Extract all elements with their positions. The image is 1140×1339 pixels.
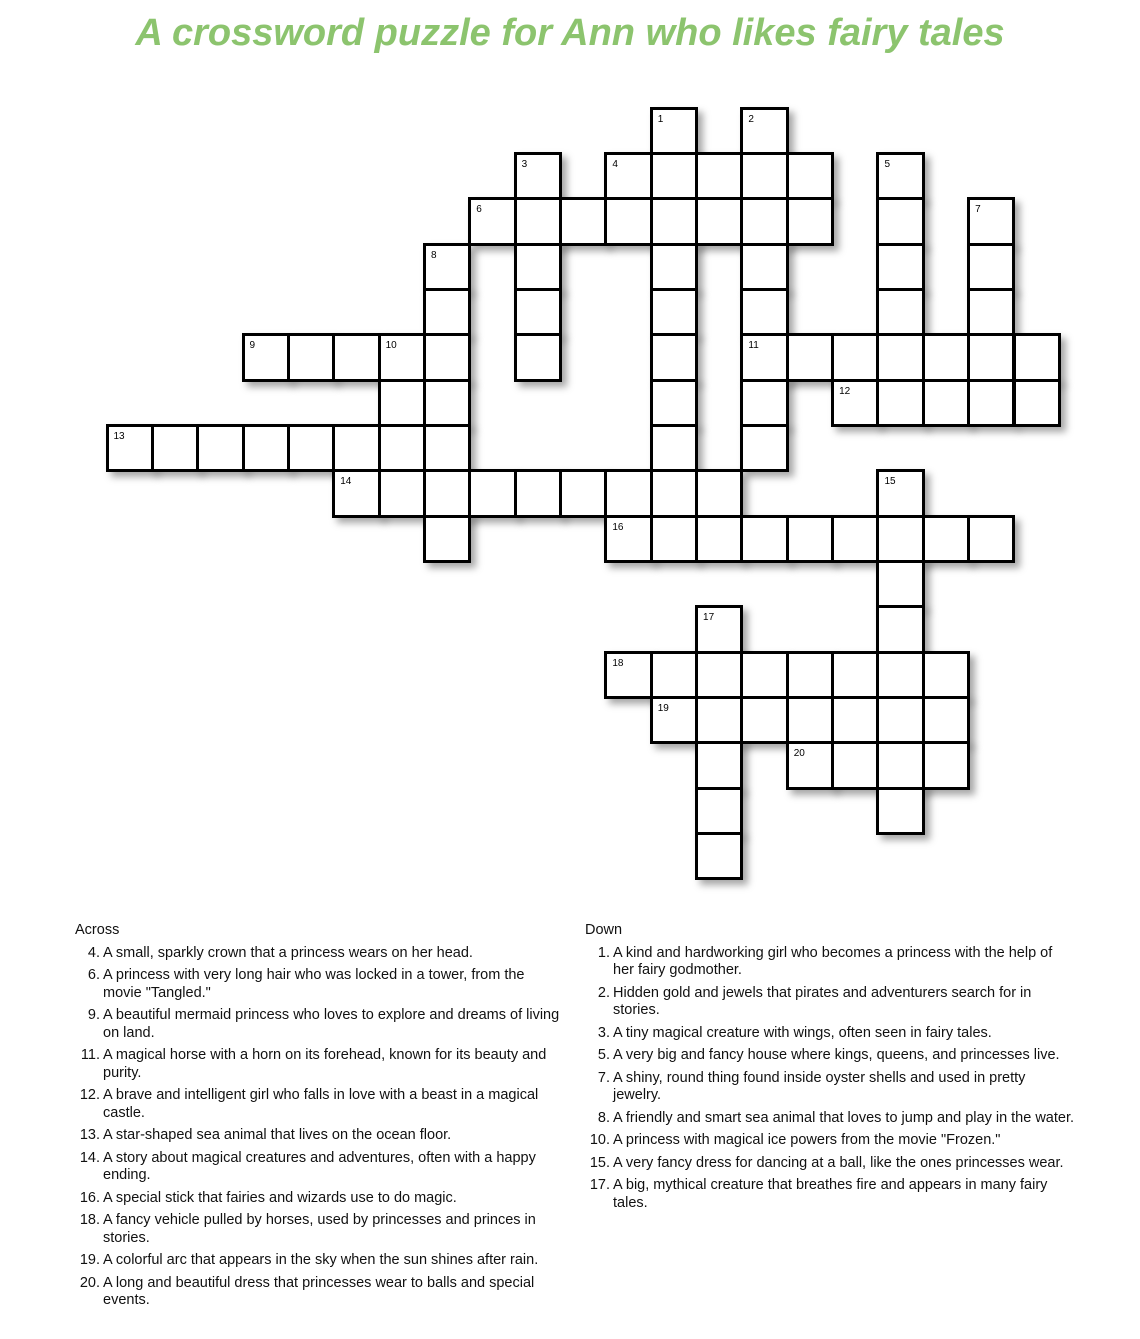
cell-number: 17 [703,612,715,624]
crossword-cell[interactable] [740,197,788,245]
crossword-cell[interactable] [695,741,743,789]
crossword-cell[interactable] [559,197,607,245]
crossword-cell[interactable] [922,379,970,427]
crossword-cell[interactable] [876,560,924,608]
clue-text: A long and beautiful dress that princesses wear to balls and special events. [103,1274,535,1308]
clue-item [75,1087,560,1122]
cell-number: 14 [340,476,352,488]
cell-number: 16 [612,521,624,533]
across-heading: Across [75,922,120,938]
clue-item [75,1127,560,1145]
clue-number: 9. [87,1007,100,1023]
crossword-cell[interactable] [332,424,380,472]
clue-text: A story about magical creatures and adventures, often with a happy ending. [103,1149,536,1183]
clue-item [75,1007,560,1042]
clue-item [585,945,1075,980]
crossword-cell[interactable] [695,152,743,200]
clue-number: 15. [589,1154,610,1171]
crossword-cell[interactable] [650,288,698,336]
crossword-cell[interactable] [604,469,652,517]
cell-number: 10 [385,340,397,352]
crossword-cell[interactable] [831,515,879,563]
crossword-cell[interactable] [650,333,698,381]
crossword-cell[interactable] [650,424,698,472]
crossword-cell[interactable] [196,424,244,472]
crossword-cell[interactable] [242,333,290,381]
crossword-cell[interactable] [378,424,426,472]
crossword-cell[interactable] [650,243,698,291]
crossword-cell[interactable] [967,379,1015,427]
cell-number: 9 [249,340,256,352]
crossword-cell[interactable] [786,651,834,699]
crossword-cell[interactable] [695,605,743,653]
page-title: A crossword puzzle for Ann who likes fairy tales [135,12,1005,54]
crossword-cell[interactable] [106,424,154,472]
crossword-cell[interactable] [967,243,1015,291]
clue-item [75,967,560,1002]
crossword-cell[interactable] [831,741,879,789]
crossword-cell[interactable] [423,288,471,336]
crossword-cell[interactable] [1013,379,1061,427]
crossword-cell[interactable] [876,605,924,653]
crossword-cell[interactable] [695,515,743,563]
cell-number: 6 [476,204,482,216]
crossword-cell[interactable] [740,651,788,699]
crossword-cell[interactable] [786,696,834,744]
cell-number: 15 [884,476,896,488]
clue-number: 8. [597,1109,610,1126]
crossword-cell[interactable] [740,107,788,155]
clue-item [585,1110,1075,1128]
clue-text: A shiny, round thing found inside oyster shells and used in pretty jewelry. [613,1069,1026,1103]
clue-number: 18. [79,1212,100,1228]
crossword-cell[interactable] [695,469,743,517]
crossword-cell[interactable] [287,424,335,472]
crossword-cell[interactable] [876,152,924,200]
crossword-cell[interactable] [740,333,788,381]
clue-text: A brave and intelligent girl who falls in love with a beast in a magical castle. [103,1087,539,1121]
crossword-cell[interactable] [786,515,834,563]
crossword-cell[interactable] [831,379,879,427]
crossword-cell[interactable] [740,243,788,291]
cell-number: 19 [657,703,669,715]
crossword-cell[interactable] [514,288,562,336]
crossword-cell[interactable] [922,696,970,744]
cell-number: 12 [839,385,851,397]
cell-number: 13 [113,430,125,442]
clue-text: A colorful arc that appears in the sky when the sun shines after rain. [103,1252,539,1268]
crossword-cell[interactable] [604,152,652,200]
crossword-cell[interactable] [740,288,788,336]
clue-item [585,1155,1075,1173]
across-clues [75,922,560,1315]
clue-item [585,985,1075,1020]
crossword-cell[interactable] [1013,333,1061,381]
crossword-cell[interactable] [650,152,698,200]
crossword-cell[interactable] [967,288,1015,336]
crossword-cell[interactable] [559,469,607,517]
crossword-cell[interactable] [423,515,471,563]
clue-number: 12. [79,1087,100,1103]
crossword-cell[interactable] [786,741,834,789]
clue-text: A star-shaped sea animal that lives on the ocean floor. [103,1127,452,1143]
crossword-cell[interactable] [876,696,924,744]
crossword-cell[interactable] [423,379,471,427]
crossword-cell[interactable] [604,651,652,699]
cell-number: 3 [521,158,528,170]
clue-number: 3. [597,1024,610,1041]
clue-number: 5. [597,1047,610,1063]
crossword-cell[interactable] [876,379,924,427]
crossword-cell[interactable] [695,696,743,744]
clue-number: 20. [79,1274,100,1291]
clue-item [75,945,560,963]
crossword-cell[interactable] [514,469,562,517]
clue-item [585,1047,1075,1065]
cell-number: 18 [612,657,624,669]
clue-item [585,1070,1075,1105]
crossword-cell[interactable] [650,515,698,563]
clue-text: A princess with magical ice powers from the movie "Frozen." [613,1132,1001,1148]
clue-text: A small, sparkly crown that a princess wears on her head. [103,944,473,961]
clue-item [75,1047,560,1082]
crossword-cell[interactable] [695,197,743,245]
crossword-cell[interactable] [876,741,924,789]
crossword-cell[interactable] [695,832,743,880]
crossword-cell[interactable] [514,197,562,245]
crossword-cell[interactable] [514,152,562,200]
clue-number: 17. [589,1177,610,1193]
clue-item [75,1150,560,1185]
cell-number: 20 [793,748,805,760]
crossword-cell[interactable] [967,515,1015,563]
crossword-cell[interactable] [876,288,924,336]
clue-text: A tiny magical creature with wings, often seen in fairy tales. [613,1024,992,1041]
crossword-cell[interactable] [922,515,970,563]
crossword-cell[interactable] [876,243,924,291]
clue-number: 10. [589,1132,610,1148]
crossword-cell[interactable] [922,741,970,789]
clue-number: 14. [79,1149,100,1166]
crossword-cell[interactable] [695,651,743,699]
crossword-cell[interactable] [922,333,970,381]
clue-text: A kind and hardworking girl who becomes a princess with the help of her fairy godmother. [613,944,1053,978]
down-heading: Down [585,922,623,938]
down-clues [585,922,1075,1217]
clue-text: A very big and fancy house where kings, queens, and princesses live. [613,1047,1060,1063]
clue-number: 6. [87,967,100,983]
crossword-cell[interactable] [604,197,652,245]
crossword-cell[interactable] [876,333,924,381]
crossword-cell[interactable] [831,651,879,699]
crossword-cell[interactable] [831,333,879,381]
crossword-cell[interactable] [967,197,1015,245]
cell-number: 4 [612,158,618,170]
crossword-cell[interactable] [423,333,471,381]
crossword-cell[interactable] [604,515,652,563]
crossword-cell[interactable] [876,197,924,245]
cell-number: 7 [975,204,981,216]
clue-item [75,1212,560,1247]
crossword-cell[interactable] [378,469,426,517]
clue-number: 11. [80,1047,100,1063]
crossword-cell[interactable] [650,696,698,744]
crossword-cell[interactable] [876,469,924,517]
crossword-cell[interactable] [650,107,698,155]
clue-item [585,1177,1075,1212]
clue-item [585,1025,1075,1043]
clue-text: A special stick that fairies and wizards use to do magic. [103,1189,457,1206]
clue-number: 2. [597,984,610,1001]
crossword-cell[interactable] [922,651,970,699]
clue-text: A magical horse with a horn on its forehead, known for its beauty and purity. [103,1047,547,1081]
cell-number: 2 [748,113,754,125]
crossword-cell[interactable] [332,469,380,517]
crossword-cell[interactable] [378,333,426,381]
crossword-cell[interactable] [831,696,879,744]
clue-text: A big, mythical creature that breathes fire and appears in many fairy tales. [613,1177,1048,1211]
crossword-cell[interactable] [876,651,924,699]
crossword-cell[interactable] [514,333,562,381]
clue-number: 16. [79,1189,100,1206]
clue-number: 7. [597,1069,610,1086]
crossword-cell[interactable] [514,243,562,291]
clue-text: A fancy vehicle pulled by horses, used by princesses and princes in stories. [103,1212,536,1246]
cell-number: 11 [748,340,759,352]
crossword-cell[interactable] [650,379,698,427]
crossword-cell[interactable] [740,379,788,427]
crossword-cell[interactable] [650,651,698,699]
crossword-cell[interactable] [151,424,199,472]
crossword-cell[interactable] [650,197,698,245]
crossword-cell[interactable] [468,197,516,245]
clue-item [585,1132,1075,1150]
crossword-cell[interactable] [468,469,516,517]
crossword-cell[interactable] [242,424,290,472]
clue-number: 1. [597,944,610,961]
crossword-cell[interactable] [287,333,335,381]
clue-item [75,1190,560,1208]
crossword-cell[interactable] [650,469,698,517]
crossword-cell[interactable] [740,515,788,563]
clue-number: 4. [87,944,100,961]
cell-number: 8 [430,249,437,261]
crossword-cell[interactable] [332,333,380,381]
cell-number: 1 [657,113,664,125]
crossword-cell[interactable] [740,424,788,472]
crossword-cell[interactable] [740,152,788,200]
crossword-cell[interactable] [967,333,1015,381]
crossword-cell[interactable] [876,787,924,835]
clue-text: A friendly and smart sea animal that loves to jump and play in the water. [613,1109,1075,1126]
clue-number: 13. [79,1127,100,1143]
clue-text: Hidden gold and jewels that pirates and adventurers search for in stories. [613,984,1032,1018]
crossword-cell[interactable] [786,197,834,245]
clue-text: A very fancy dress for dancing at a ball, like the ones princesses wear. [613,1154,1064,1171]
clue-number: 19. [79,1252,100,1268]
crossword-cell[interactable] [423,243,471,291]
crossword-cell[interactable] [740,696,788,744]
clue-text: A beautiful mermaid princess who loves to explore and dreams of living on land. [103,1007,560,1041]
crossword-cell[interactable] [786,333,834,381]
clue-item [75,1275,560,1310]
cell-number: 5 [884,158,890,170]
crossword-cell[interactable] [378,379,426,427]
crossword-cell[interactable] [786,152,834,200]
crossword-cell[interactable] [876,515,924,563]
clue-text: A princess with very long hair who was locked in a tower, from the movie "Tangled." [103,967,525,1001]
clue-item [75,1252,560,1270]
crossword-cell[interactable] [695,787,743,835]
crossword-cell[interactable] [423,469,471,517]
crossword-cell[interactable] [423,424,471,472]
